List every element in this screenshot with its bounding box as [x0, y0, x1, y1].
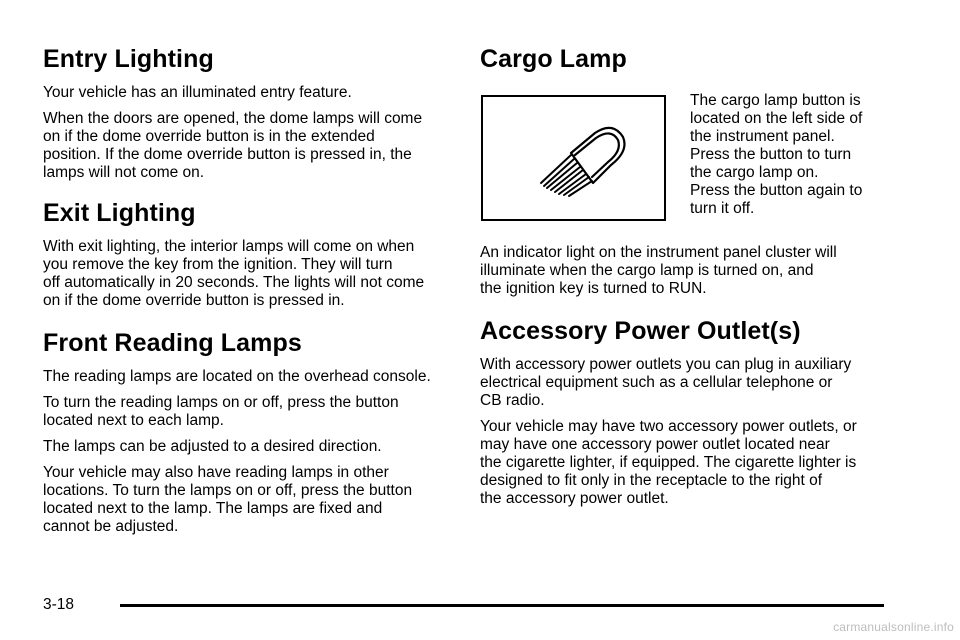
text-line: To turn the reading lamps on or off, press the button — [43, 394, 399, 411]
cargo-lamp-figure — [481, 95, 666, 221]
text-line: off automatically in 20 seconds. The lights will not come — [43, 274, 425, 291]
text-line: the accessory power outlet. — [480, 490, 669, 507]
cargo-lamp-heading: Cargo Lamp — [480, 45, 627, 73]
text-line: locations. To turn the lamps on or off, press the button — [43, 482, 413, 499]
watermark: carmanualsonline.info — [833, 620, 954, 634]
text-line: When the doors are opened, the dome lamps will come — [43, 110, 423, 127]
text-line: lamps will not come on. — [43, 164, 205, 181]
cargo-lamp-side-text — [690, 92, 890, 218]
exit-lighting-paragraph — [43, 238, 424, 310]
text-line: The cargo lamp button is — [690, 92, 861, 109]
accessory-power-outlets-heading: Accessory Power Outlet(s) — [480, 317, 801, 345]
text-line: turn it off. — [690, 200, 755, 217]
entry-lighting-paragraph-1: Your vehicle has an illuminated entry feature. — [43, 84, 352, 101]
cargo-lamp-icon — [483, 97, 664, 219]
entry-lighting-heading: Entry Lighting — [43, 45, 214, 73]
cargo-lamp-paragraph-2 — [480, 244, 837, 298]
text-line: Press the button again to — [690, 182, 863, 199]
front-reading-lamps-paragraph-2 — [43, 394, 399, 430]
text-line: the cargo lamp on. — [690, 164, 819, 181]
text-line: illuminate when the cargo lamp is turned on, and — [480, 262, 814, 279]
text-line: may have one accessory power outlet located near — [480, 436, 830, 453]
text-line: located next to each lamp. — [43, 412, 224, 429]
text-line: the ignition key is turned to RUN. — [480, 280, 707, 297]
page-number: 3-18 — [43, 596, 75, 613]
text-line: on if the dome override button is pressed in. — [43, 292, 345, 309]
text-line: cannot be adjusted. — [43, 518, 179, 535]
text-line: the cigarette lighter, if equipped. The cigarette lighter is — [480, 454, 857, 471]
text-line: With exit lighting, the interior lamps will come on when — [43, 238, 415, 255]
front-reading-lamps-paragraph-4 — [43, 464, 412, 536]
front-reading-lamps-paragraph-3: The lamps can be adjusted to a desired direction. — [43, 438, 382, 455]
exit-lighting-heading: Exit Lighting — [43, 199, 196, 227]
text-line: An indicator light on the instrument panel cluster will — [480, 244, 837, 261]
text-line: on if the dome override button is in the extended — [43, 128, 375, 145]
text-line: CB radio. — [480, 392, 545, 409]
front-reading-lamps-heading: Front Reading Lamps — [43, 329, 302, 357]
accessory-power-outlets-paragraph-2 — [480, 418, 857, 508]
text-line: you remove the key from the ignition. They will turn — [43, 256, 393, 273]
text-line: Press the button to turn — [690, 146, 852, 163]
text-line: Your vehicle may also have reading lamps in other — [43, 464, 389, 481]
footer-rule — [120, 604, 884, 607]
text-line: position. If the dome override button is pressed in, the — [43, 146, 412, 163]
entry-lighting-paragraph-2 — [43, 110, 422, 182]
text-line: electrical equipment such as a cellular telephone or — [480, 374, 833, 391]
text-line: With accessory power outlets you can plug in auxiliary — [480, 356, 852, 373]
front-reading-lamps-paragraph-1: The reading lamps are located on the overhead console. — [43, 368, 431, 385]
text-line: the instrument panel. — [690, 128, 835, 145]
text-line: located on the left side of — [690, 110, 863, 127]
accessory-power-outlets-paragraph-1 — [480, 356, 851, 410]
text-line: located next to the lamp. The lamps are fixed and — [43, 500, 383, 517]
text-line: Your vehicle may have two accessory power outlets, or — [480, 418, 857, 435]
text-line: designed to fit only in the receptacle to the right of — [480, 472, 823, 489]
